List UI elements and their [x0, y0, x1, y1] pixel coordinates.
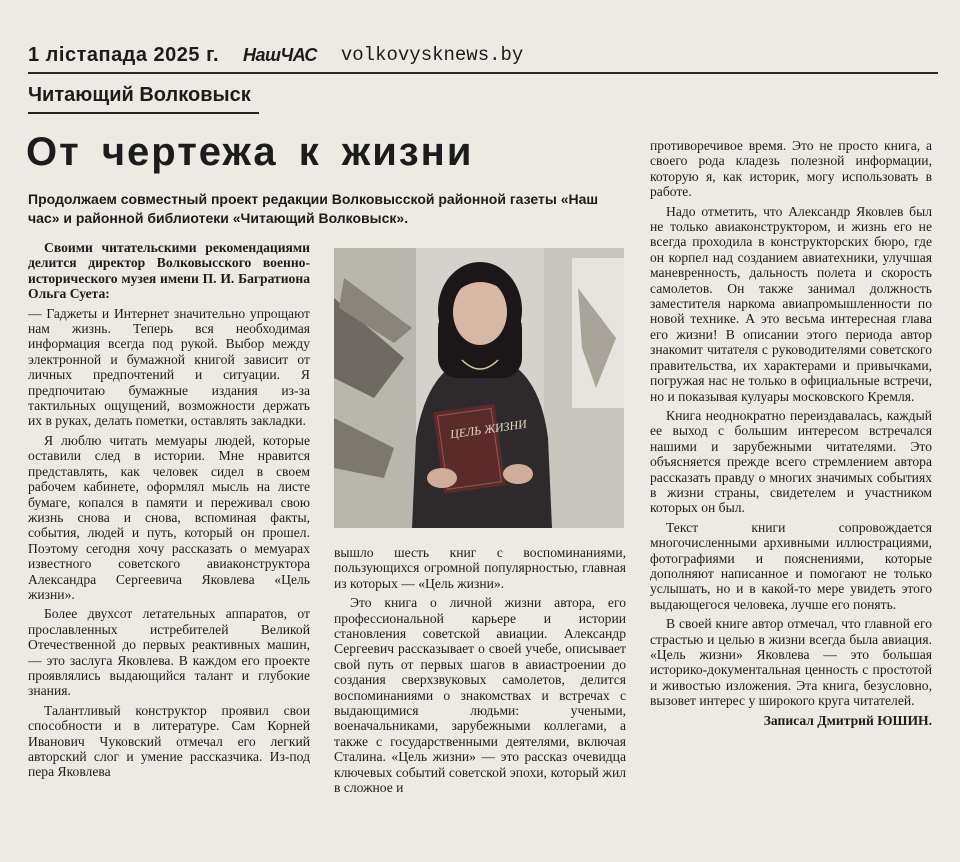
issue-date: 1 лістапада 2025 г. [28, 43, 219, 66]
section-rubric: Читающий Волковыск [28, 84, 259, 114]
intro-paragraph: Своими читательскими рекомендациями делится директор Волковысского военно-исторического музея имени П. И. Багратиона Ольга Суета: [28, 240, 310, 302]
paragraph: В своей книге автор отмечал, что главной его страстью и целью в жизни всегда была авиация. «Цель жизни» Яковлева — это большая историко-документальная ценность с простотой и живостью изложения. Эта книга, безусловно, вызовет интерес у широкого круга читателей. [650, 616, 932, 709]
book-title: ЦЕЛЬ ЖИЗНИ [449, 416, 528, 442]
column-3 [650, 138, 932, 838]
paragraph: — Гаджеты и Интернет значительно упрощают нам жизнь. Теперь вся необходимая информация всегда под рукой. Выбор между электронной и бумажной книгой зависит от личных предпочтений и ситуации. Я предпочитаю бумажные издания из-за тактильных ощущений, возможности держать их в руках, делать пометки, оставлять закладки. [28, 305, 310, 429]
article-title: От чертежа к жизни [26, 130, 474, 174]
portrait-illustration [334, 248, 624, 528]
paragraph: Книга неоднократно переиздавалась, каждый ее выход с большим интересом встречался нашими и зарубежными читателями. Это объясняется прежде всего стремлением автора рассказать правду о многих значимых событиях в жизни страны, свидетелем и участником которых он был. [650, 407, 932, 516]
paragraph: Это книга о личной жизни автора, его профессиональной карьере и истории становления советской авиации. Александр Сергеевич рассказывает о своей учебе, описывает свой путь от первых шагов в авиастроении до создания сверхзвуковых самолетов, делится воспоминаниями о знакомствах и встречах с выдающимися людьми: учеными, военачальниками, зарубежными коллегами, а также с государственными деятелями, включая Сталина. «Цель жизни» — это рассказ очевидца ключевых событий советской эпохи, который жил в сложное и [334, 595, 626, 796]
paragraph: Талантливый конструктор проявил свои способности и в литературе. Сам Корней Иванович Чуковский отмечал его легкий авторский слог и умение рассказчика. Из-под пера Яковлева [28, 702, 310, 780]
newspaper-logo: НашЧАС [243, 44, 317, 65]
author-signature: Записал Дмитрий ЮШИН. [763, 712, 932, 728]
paragraph: противоречивое время. Это не просто книга, а своего рода кладезь полезной информации, которую я, как историк, могу использовать в работе. [650, 138, 932, 200]
column-2 [334, 545, 626, 845]
paragraph: Текст книги сопровождается многочисленными архивными иллюстрациями, фотографиями и пояснениями, которые дополняют написанное и помогают не только услышать, но и в какой-то мере увидеть этого выдающегося человека, лучше его понять. [650, 519, 932, 612]
page-header [28, 40, 928, 70]
article-lead: Продолжаем совместный проект редакции Волковысской районной газеты «Наш час» и районной библиотеки «Читающий Волковыск». [28, 191, 599, 226]
paragraph: вышло шесть книг с воспоминаниями, пользующихся огромной популярностью, главная из которых — «Цель жизни». [334, 545, 626, 591]
website-address: volkovysknews.by [340, 44, 524, 66]
column-1 [28, 240, 310, 840]
paragraph: Более двухсот летательных аппаратов, от прославленных истребителей Великой Отечественной до первых реактивных машин, — это заслуга Яковлева. В каждом его проекте проявлялись выдающийся талант и глубокие знания. [28, 606, 310, 699]
paragraph: Я люблю читать мемуары людей, которые оставили след в истории. Мне нравится представлять, как человек сидел в своем рабочем кабинете, оформлял мысль на листе бумаге, копался в памяти и переживал свою жизнь снова и снова, вспоминая факты, события, людей и путь, который он прошел. Поэтому сегодня хочу рассказать о мемуарах известного советского авиаконструктора Александра Сергеевича Яковлева «Цель жизни». [28, 432, 310, 602]
article-photo [334, 248, 624, 528]
header-rule [28, 72, 938, 74]
paragraph: Надо отметить, что Александр Яковлев был не только авиаконструктором, и жизнь его не всегда проходила в конструкторских бюро, где он корпел над созданием авиатехники, улучшая маневренность, дальность полета и скорость самолетов. Он также занимал должность заместителя наркома авиапромышленности по новой технике. А это весьма интересная глава его жизни! В описании этого периода автор знакомит читателя с руководителями советского правительства, их характерами и привычками, погружая нас не только в официальные встречи, но и показывая кулуары московского Кремля. [650, 203, 932, 404]
